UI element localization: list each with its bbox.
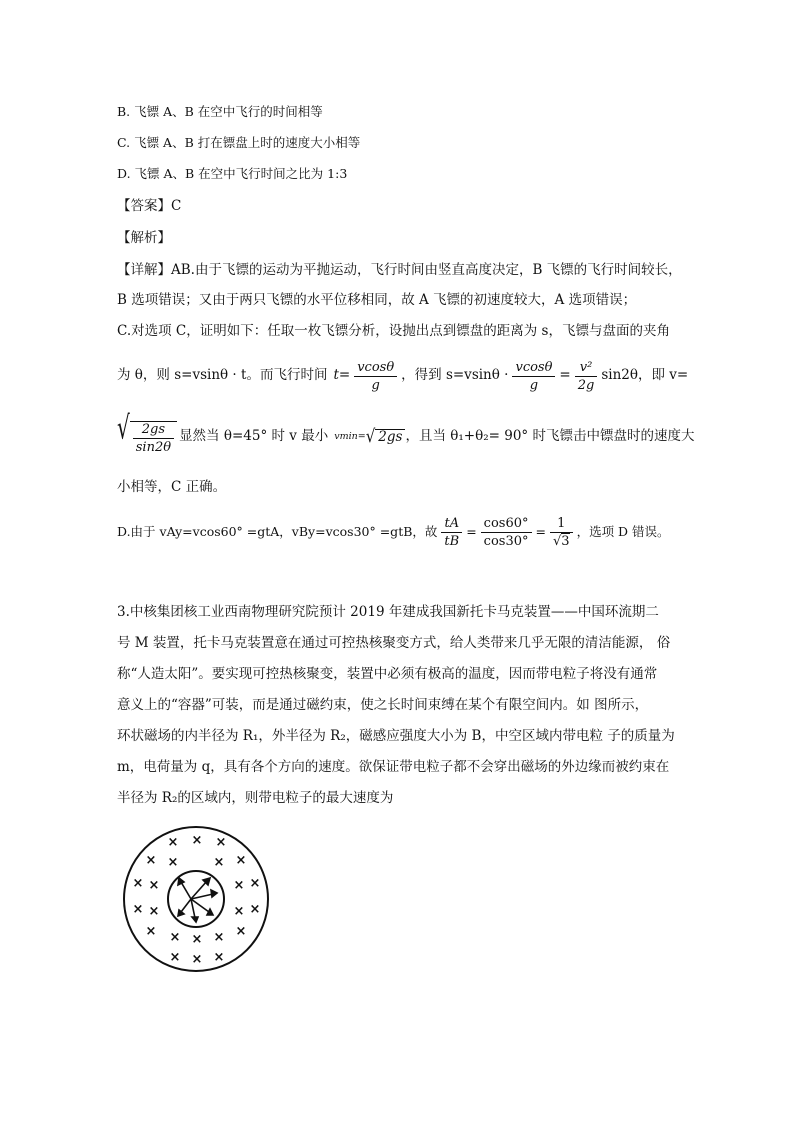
frac-denominator: g (371, 377, 380, 393)
detail-line-3: C.对选项 C，证明如下：任取一枚飞镖分析，设抛出点到镖盘的距离为 s，飞镖与盘面的夹角 (117, 323, 670, 339)
field-marker-x: × (213, 950, 225, 965)
outer-circle (124, 827, 268, 971)
option-d: D. 飞镖 A、B 在空中飞行时间之比为 1:3 (117, 166, 348, 181)
field-marker-x: × (191, 833, 203, 848)
field-marker-x: × (132, 876, 144, 891)
arrow-head (211, 890, 217, 897)
field-marker-x: × (233, 878, 245, 893)
question3-line-7: 半径为 R₂的区域内，则带电粒子的最大速度为 (117, 790, 394, 806)
radicand (130, 421, 177, 454)
field-marker-x: × (213, 930, 225, 945)
frac-numerator: v² (579, 359, 593, 375)
fraction-vcos-over-g (354, 361, 397, 392)
equals-sign: = (466, 523, 477, 539)
frac-denominator: g (529, 377, 539, 393)
question3-line-6: m，电荷量为 q，具有各个方向的速度。欲保证带电粒子都不会穿出磁场的外边缘而被约束在 (117, 759, 670, 775)
field-marker-x: × (235, 924, 247, 939)
sqrt-2gs-over-sin2theta (117, 407, 177, 455)
field-marker-x: × (145, 924, 157, 939)
field-marker-x: × (148, 904, 160, 919)
arrow-line (181, 899, 191, 912)
detail-line-7-b: ，选项 D 错误。 (576, 523, 670, 539)
field-markers (133, 833, 261, 967)
arrow-head (192, 917, 198, 922)
frac-numerator: vcosθ (515, 359, 553, 375)
option-b: B. 飞镖 A、B 在空中飞行的时间相等 (117, 104, 323, 119)
velocity-arrows (178, 878, 217, 922)
field-marker-x: × (249, 876, 261, 891)
frac-denominator: tB (444, 533, 460, 549)
option-c: C. 飞镖 A、B 打在镖盘上时的速度大小相等 (117, 135, 361, 150)
field-marker-x: × (233, 904, 245, 919)
question3-line-4: 意义上的“容器”可装，而是通过磁约束，使之长时间束缚在某个有限空间内。如 图所示， (117, 697, 649, 713)
sqrt-2gs (365, 425, 406, 447)
frac-numerator: tA (444, 515, 460, 531)
detail-line-4-b: ，得到 s=vsinθ · (401, 367, 509, 384)
frac-numerator: cos60° (483, 515, 529, 531)
frac-numerator: 1 (557, 515, 566, 531)
field-marker-x: × (145, 853, 157, 868)
field-marker-x: × (169, 930, 181, 945)
frac-denominator (550, 533, 573, 548)
detail-line-4-a: 为 θ，则 s=vsinθ · t。而飞行时间 (117, 367, 328, 384)
t-equals: t= (333, 367, 351, 384)
question3-line-2: 号 M 装置，托卡马克装置意在通过可控热核聚变方式，给人类带来几乎无限的清洁能源， 俗 (117, 635, 671, 651)
field-marker-x: × (191, 932, 203, 947)
detail-line-7 (117, 510, 670, 554)
detail-line-6: 小相等，C 正确。 (117, 479, 227, 495)
arrow-head (178, 878, 184, 885)
frac-denominator: sin2θ (135, 439, 172, 455)
magnetic-field-figure (121, 824, 271, 974)
vmin-label: vmin= (334, 431, 366, 443)
field-marker-x: × (167, 835, 179, 850)
answer-label: 【答案】C (117, 198, 182, 214)
analysis-label: 【解析】 (117, 230, 171, 246)
detail-line-4 (117, 356, 688, 396)
field-marker-x: × (169, 950, 181, 965)
field-marker-x: × (249, 902, 261, 917)
detail-line-5 (117, 407, 695, 460)
detail-line-1: 【详解】AB.由于飞镖的运动为平抛运动，飞行时间由竖直高度决定，B 飞镖的飞行时间较长， (117, 262, 682, 278)
detail-line-2: B 选项错误；又由于两只飞镖的水平位移相同，故 A 飞镖的初速度较大，A 选项错误； (117, 292, 637, 308)
fraction-v2-over-2g (575, 361, 598, 392)
fraction-tA-over-tB (441, 517, 462, 548)
equals-sign: = (559, 367, 571, 384)
question3-line-1: 3.中核集团核工业西南物理研究院预计 2019 年建成我国新托卡马克装置——中国环流期二 (117, 604, 659, 620)
field-marker-x: × (215, 835, 227, 850)
field-marker-x: × (213, 855, 225, 870)
field-marker-x: × (148, 878, 160, 893)
field-marker-x: × (191, 952, 203, 967)
radical-sign: √ (365, 425, 376, 447)
detail-line-5-b: ，且当 θ₁+θ₂= 90° 时飞镖击中镖盘时的速度大 (405, 428, 695, 445)
frac-denominator: 2g (577, 377, 595, 393)
radical-sign: √ (552, 533, 562, 549)
question3-line-5: 环状磁场的内半径为 R₁，外半径为 R₂，磁感应强度大小为 B，中空区域内带电粒 子的质量为 (117, 728, 675, 744)
detail-line-7-a: D.由于 vAy=vcos60° =gtA，vBy=vcos30° =gtB，故 (117, 523, 438, 539)
sin2theta: sin2θ (601, 367, 638, 384)
fraction-1-over-sqrt3 (550, 517, 573, 548)
arrow-line (181, 882, 191, 899)
detail-line-4-c: ，即 v= (638, 367, 689, 384)
radical-sign: √ (117, 407, 130, 446)
frac-numerator: vcosθ (357, 359, 395, 375)
question3-line-3: 称“人造太阳”。要实现可控热核聚变，装置中必须有极高的温度，因而带电粒子将没有通常 (117, 666, 658, 682)
fraction-vcos-over-g-2 (512, 361, 555, 392)
field-marker-x: × (167, 855, 179, 870)
frac-numerator: 2gs (141, 421, 166, 437)
radicand: 3 (561, 533, 570, 549)
detail-line-5-a: 显然当 θ=45° 时 v 最小 (179, 428, 329, 445)
fraction-cos60-over-cos30 (481, 517, 532, 548)
field-marker-x: × (132, 902, 144, 917)
frac-denominator: cos30° (483, 533, 529, 549)
arrow-head (178, 910, 184, 916)
radicand: 2gs (375, 429, 405, 445)
field-marker-x: × (235, 853, 247, 868)
equals-sign: = (535, 523, 546, 539)
arrow-head (207, 909, 213, 915)
